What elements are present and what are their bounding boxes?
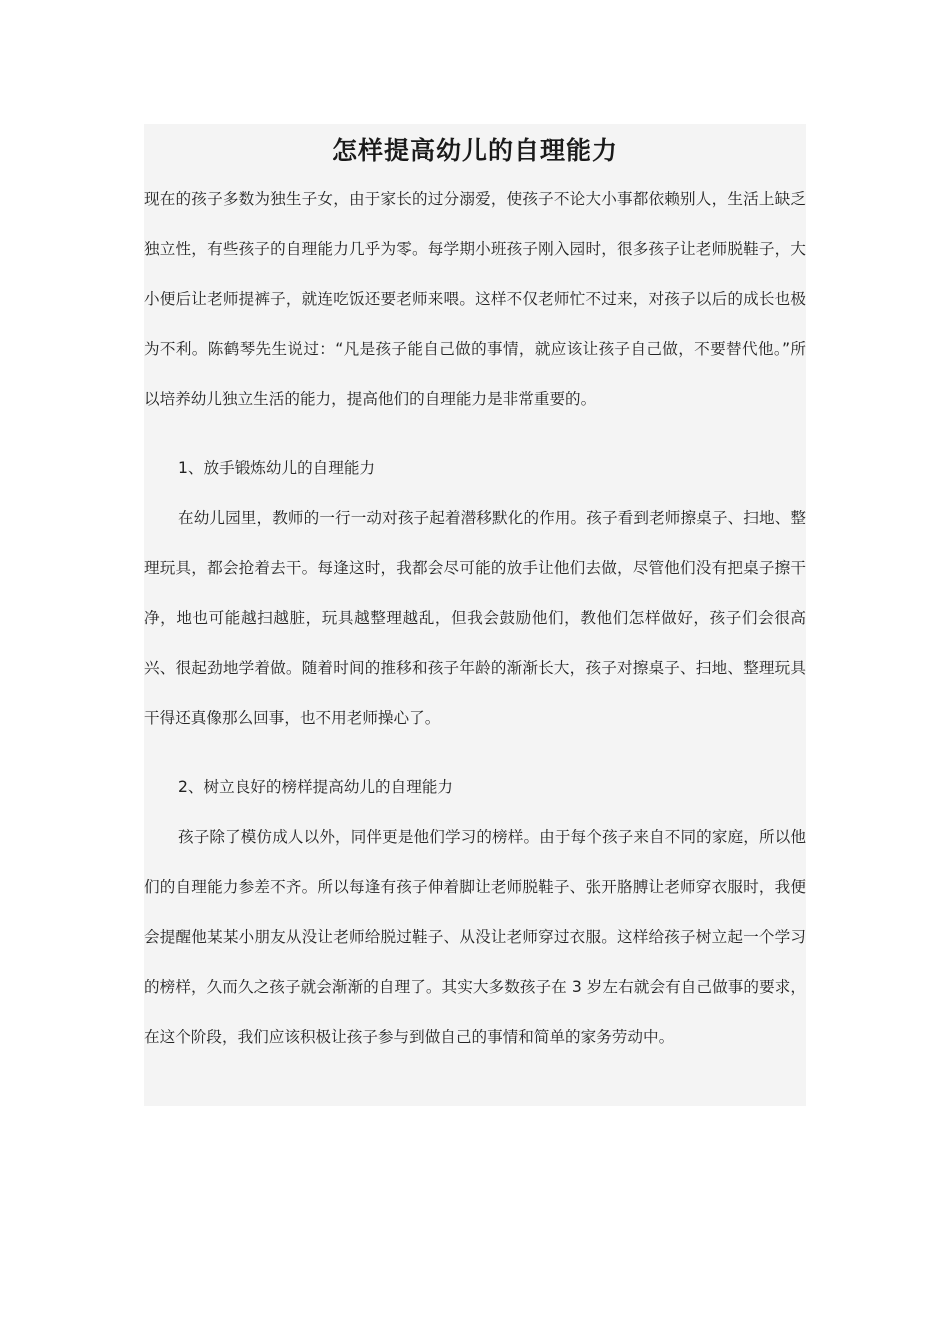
section-heading-1: 1、放手锻炼幼儿的自理能力 — [178, 459, 376, 477]
section-spacer — [144, 743, 806, 762]
article-title: 怎样提高幼儿的自理能力 — [331, 136, 618, 165]
intro-paragraph: 现在的孩子多数为独生子女，由于家长的过分溺爱，使孩子不论大小事都依赖别人，生活上缺乏独立性，有些孩子的自理能力几乎为零。每学期小班孩子刚入园时，很多孩子让老师脱鞋子，大小便后让老师提裤子，就连吃饭还要老师来喂。这样不仅老师忙不过来，对孩子以后的成长也极为不利。陈鹤琴先生说过：“凡是孩子能自己做的事情，就应该让孩子自己做，不要替代他。”所以培养幼儿独立生活的能力，提高他们的自理能力是非常重要的。 — [144, 190, 806, 408]
section-heading-2: 2、树立良好的榜样提高幼儿的自理能力 — [178, 778, 454, 796]
section-spacer — [144, 424, 806, 443]
section-body-2: 孩子除了模仿成人以外，同伴更是他们学习的榜样。由于每个孩子来自不同的家庭，所以他们的自理能力参差不齐。所以每逢有孩子伸着脚让老师脱鞋子、张开胳膊让老师穿衣服时，我便会提醒他某某小朋友从没让老师给脱过鞋子、从没让老师穿过衣服。这样给孩子树立起一个学习的榜样，久而久之孩子就会渐渐的自理了。其实大多数孩子在 3 岁左右就会有自己做事的要求，在这个阶段，我们应该积极让孩子参与到做自己的事情和简单的家务劳动中。 — [144, 828, 806, 1046]
section-body-1: 在幼儿园里，教师的一行一动对孩子起着潜移默化的作用。孩子看到老师擦桌子、扫地、整理玩具，都会抢着去干。每逢这时，我都会尽可能的放手让他们去做，尽管他们没有把桌子擦干净，地也可能越扫越脏，玩具越整理越乱，但我会鼓励他们，教他们怎样做好，孩子们会很高兴、很起劲地学着做。随着时间的推移和孩子年龄的渐渐长大，孩子对擦桌子、扫地、整理玩具干得还真像那么回事，也不用老师操心了。 — [144, 509, 806, 727]
article-content — [144, 124, 806, 1106]
